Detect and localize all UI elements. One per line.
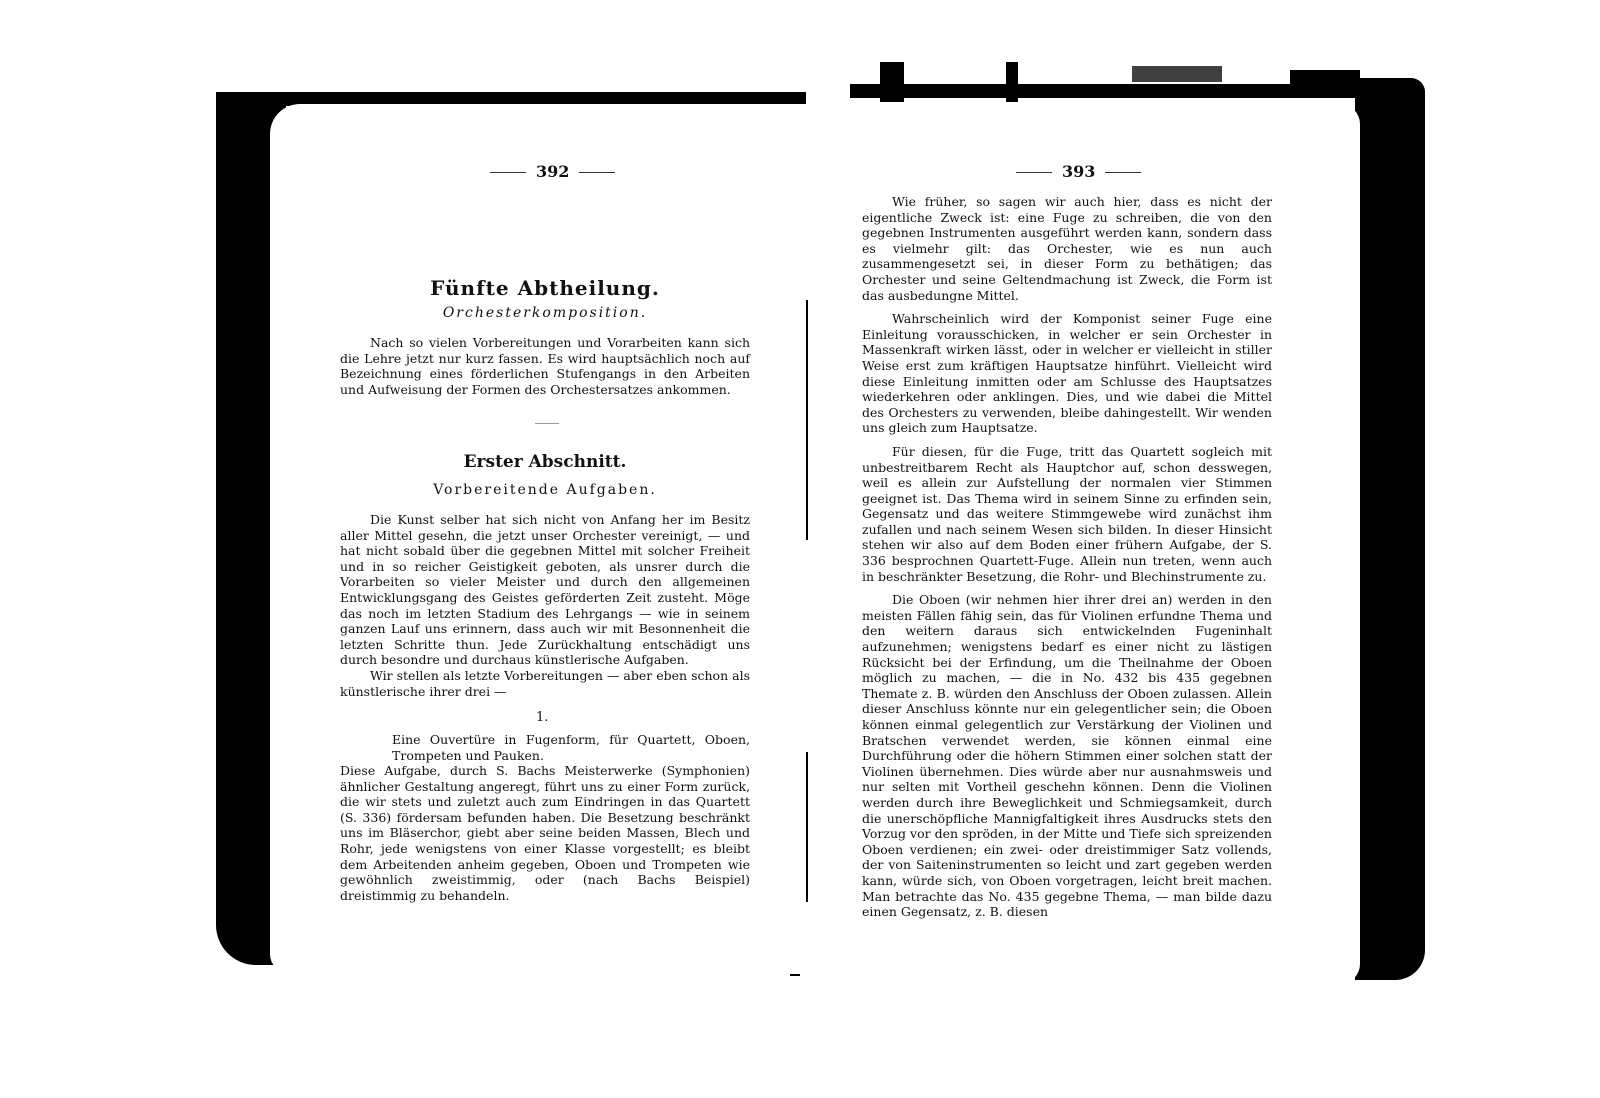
left-body-text <box>340 512 750 699</box>
left-body-text-2 <box>340 763 750 903</box>
scan-artifact <box>1132 66 1222 82</box>
page-number-right: 393 <box>1006 162 1151 181</box>
scan-artifact <box>1290 70 1360 88</box>
part-heading: Fünfte Abtheilung. <box>430 276 660 300</box>
paragraph: Wir stellen als letzte Vorbereitungen — aber eben schon als künstlerische ihrer drei — <box>340 667 750 699</box>
paragraph: Wahrscheinlich wird der Komponist seiner Fuge eine Einleitung vorausschicken, in welcher er sein Orchester in Massenkraft wirken lässt, oder in welcher er vielleicht in stiller Weise erst zum kräftigen Hauptsatze hinführt. Vielleicht wird diese Einleitung inmitten oder am Schlusse des Hauptsatzes wiederkehren oder anklingen. Dies, und wie dabei die Mittel des Orchesters zu verwenden, bleibe dahingestellt. Wir wenden uns gleich zum Hauptsatze. <box>862 311 1272 436</box>
section-subheading: Vorbereitende Aufgaben. <box>433 482 657 498</box>
page-number-left: 392 <box>480 162 625 181</box>
intro-text: Nach so vielen Vorbereitungen und Vorarbeiten kann sich die Lehre jetzt nur kurz fassen. Es wird hauptsächlich noch auf Bezeichnung eines förderlichen Stufengangs in den Arbeiten und Aufweisung der Formen des Orchestersatzes ankommen. <box>340 335 750 397</box>
scan-artifact <box>1006 62 1018 102</box>
paragraph: Wie früher, so sagen wir auch hier, dass es nicht der eigentliche Zweck ist: eine Fuge zu schreiben, die von den gegebnen Instrumenten ausgeführt werden kann, sondern dass es vielmehr gilt: das Orchester, wie es nun auch zusammengesetzt sei, in dieser Form zu bethätigen; das Orchester und seine Geltendmachung ist Zweck, die Form ist das ausbedungne Mittel. <box>862 194 1272 303</box>
right-body-text <box>862 194 1272 920</box>
paragraph: Für diesen, für die Fuge, tritt das Quartett sogleich mit unbestreitbarem Recht als Hauptchor auf, schon desswegen, weil es allein zur Aufstellung der normalen vier Stimmen geeignet ist. Das Thema wird in seinem Sinne zu erfinden sein, Gegensatz und das weitere Stimmgewebe wird zunächst ihm zufallen und nach seinem Wesen sich bilden. In dieser Hinsicht stehen wir also auf dem Boden einer frühern Aufgabe, der S. 336 besprochnen Quartett-Fuge. Allein nun treten, wenn auch in beschränkter Besetzung, die Rohr- und Blechinstrumente zu. <box>862 443 1272 584</box>
item-text: Eine Ouvertüre in Fugenform, für Quartett, Oboen, Trompeten und Pauken. <box>392 732 750 763</box>
gutter-line <box>806 300 808 540</box>
paragraph: Diese Aufgabe, durch S. Bachs Meisterwerke (Symphonien) ähnlicher Gestaltung angeregt, führt uns zu einer Form zurück, die wir stets und zuletzt auch zum Eindringen in das Quartett (S. 336) fördersam befunden haben. Die Besetzung beschränkt uns im Bläserchor, giebt aber seine beiden Massen, Blech und Rohr, jede wenigstens von einer Klasse vorgestellt; es bleibt dem Arbeitenden anheim gegeben, Oboen und Trompeten wie gewöhnlich zweistimmig, oder (nach Bachs Beispiel) dreistimmig zu behandeln. <box>340 763 750 903</box>
separator <box>535 423 559 424</box>
part-subheading: Orchesterkomposition. <box>442 305 648 321</box>
binding-edge-right <box>1355 78 1425 980</box>
paragraph: Die Oboen (wir nehmen hier ihrer drei an) werden in den meisten Fällen fähig sein, das für Violinen erfundne Thema und den weitern daraus sich entwickelnden Fugeninhalt aufzunehmen; wenigstens bedarf es einer nicht zu lästigen Rücksicht bei der Erfindung, um die Theilnahme der Oboen möglich zu machen, — die in No. 432 bis 435 gegebnen Themate z. B. würden den Anschluss der Oboen zulassen. Allein dieser Anschluss könnte nur ein gelegentlicher sein; die Oboen können einmal gelegentlich zur Verstärkung der Violinen und Bratschen verwendet werden, sie können einmal eine Durchführung oder die höhern Stimmen einer solchen statt der Violinen übernehmen. Dies würde aber nur ausnahmsweis und nur selten mit Vortheil geschehn können. Denn die Violinen werden durch ihre Beweglichkeit und Schmiegsamkeit, durch die unerschöpfliche Mannigfaltigkeit ihres Ausdrucks stets den Vorzug vor den spröden, in der Mitte und Tiefe sich spreizenden Oboen verdienen; ein zwei- oder dreistimmiger Satz vollends, der von Saiteninstrumenten so leicht und zart gegeben werden kann, würde sich, von Oboen vorgetragen, leicht breit machen. Man betrachte das No. 435 gegebne Thema, — man bilde dazu einen Gegensatz, z. B. diesen <box>862 592 1272 920</box>
section-heading: Erster Abschnitt. <box>463 452 627 472</box>
item-number: 1. <box>536 710 549 725</box>
paragraph: Die Kunst selber hat sich nicht von Anfang her im Besitz aller Mittel gesehn, die jetzt unser Orchester vereinigt, — und hat nicht sobald über die gegebnen Mittel mit solcher Freiheit und in so reicher Geistigkeit geboten, als unsrer durch die Vorarbeiten so vieler Meister und durch den allgemeinen Entwicklungsgang des Geistes geförderten Zeit zusteht. Möge das noch im letzten Stadium des Lehrgangs — wie in seinem ganzen Lauf uns erinnern, dass auch wir mit Besonnenheit die letzten Schritte thun. Jede Zurückhaltung entschädigt uns durch besondre und durchaus künstlerische Aufgaben. <box>340 512 750 668</box>
gutter-line <box>806 752 808 902</box>
scan-artifact <box>880 62 904 102</box>
